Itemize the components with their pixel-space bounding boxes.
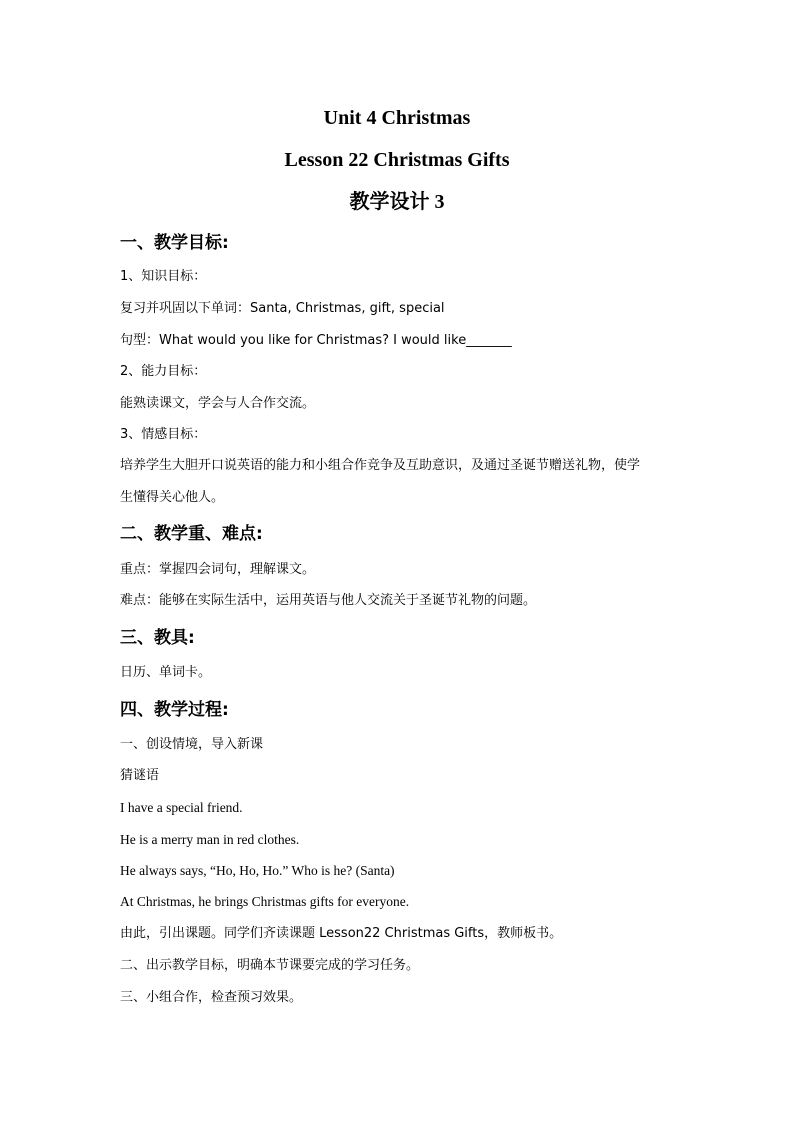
section4-heading: 四、教学过程: <box>120 700 229 720</box>
section3-heading: 三、教具: <box>120 628 195 648</box>
section1-line4: 2、能力目标： <box>120 364 207 379</box>
section1-line7: 培养学生大胆开口说英语的能力和小组合作竞争及互助意识，及通过圣诞节赠送礼物，使学 <box>120 458 641 473</box>
section1-line5: 能熟读课文，学会与人合作交流。 <box>120 396 316 411</box>
unit-title: Unit 4 Christmas <box>323 107 471 129</box>
section1-line6: 3、情感目标： <box>120 427 207 442</box>
section4-line9: 三、小组合作，检查预习效果。 <box>120 990 303 1005</box>
section4-line7: 由此，引出课题。同学们齐读课题 Lesson22 Christmas Gifts，教师板书。 <box>120 926 563 941</box>
section1-line2: 复习并巩固以下单词：Santa, Christmas, gift, special <box>120 301 445 316</box>
section2-line1: 重点：掌握四会词句，理解课文。 <box>120 562 316 577</box>
design-title: 教学设计 3 <box>349 191 445 213</box>
section2-heading: 二、教学重、难点: <box>120 524 263 544</box>
section2-line2: 难点：能够在实际生活中，运用英语与他人交流关于圣诞节礼物的问题。 <box>120 593 537 608</box>
section1-heading: 一、教学目标: <box>120 233 229 253</box>
section4-line1: 一、创设情境，导入新课 <box>120 737 264 752</box>
section1-line8: 生懂得关心他人。 <box>120 490 225 505</box>
section1-line3: 句型：What would you like for Christmas? I would like_______ <box>120 333 512 348</box>
section4-line2: 猜谜语 <box>120 768 160 783</box>
riddle-line1: I have a special friend. <box>120 800 243 815</box>
riddle-line4: At Christmas, he brings Christmas gifts for everyone. <box>120 894 410 909</box>
section3-line1: 日历、单词卡。 <box>120 665 212 680</box>
section4-line8: 二、出示教学目标，明确本节课要完成的学习任务。 <box>120 958 420 973</box>
riddle-line2: He is a merry man in red clothes. <box>120 832 300 847</box>
riddle-line3: He always says, “Ho, Ho, Ho.” Who is he? (Santa) <box>120 863 395 878</box>
lesson-title: Lesson 22 Christmas Gifts <box>284 149 510 171</box>
section1-line1: 1、知识目标： <box>120 269 207 284</box>
